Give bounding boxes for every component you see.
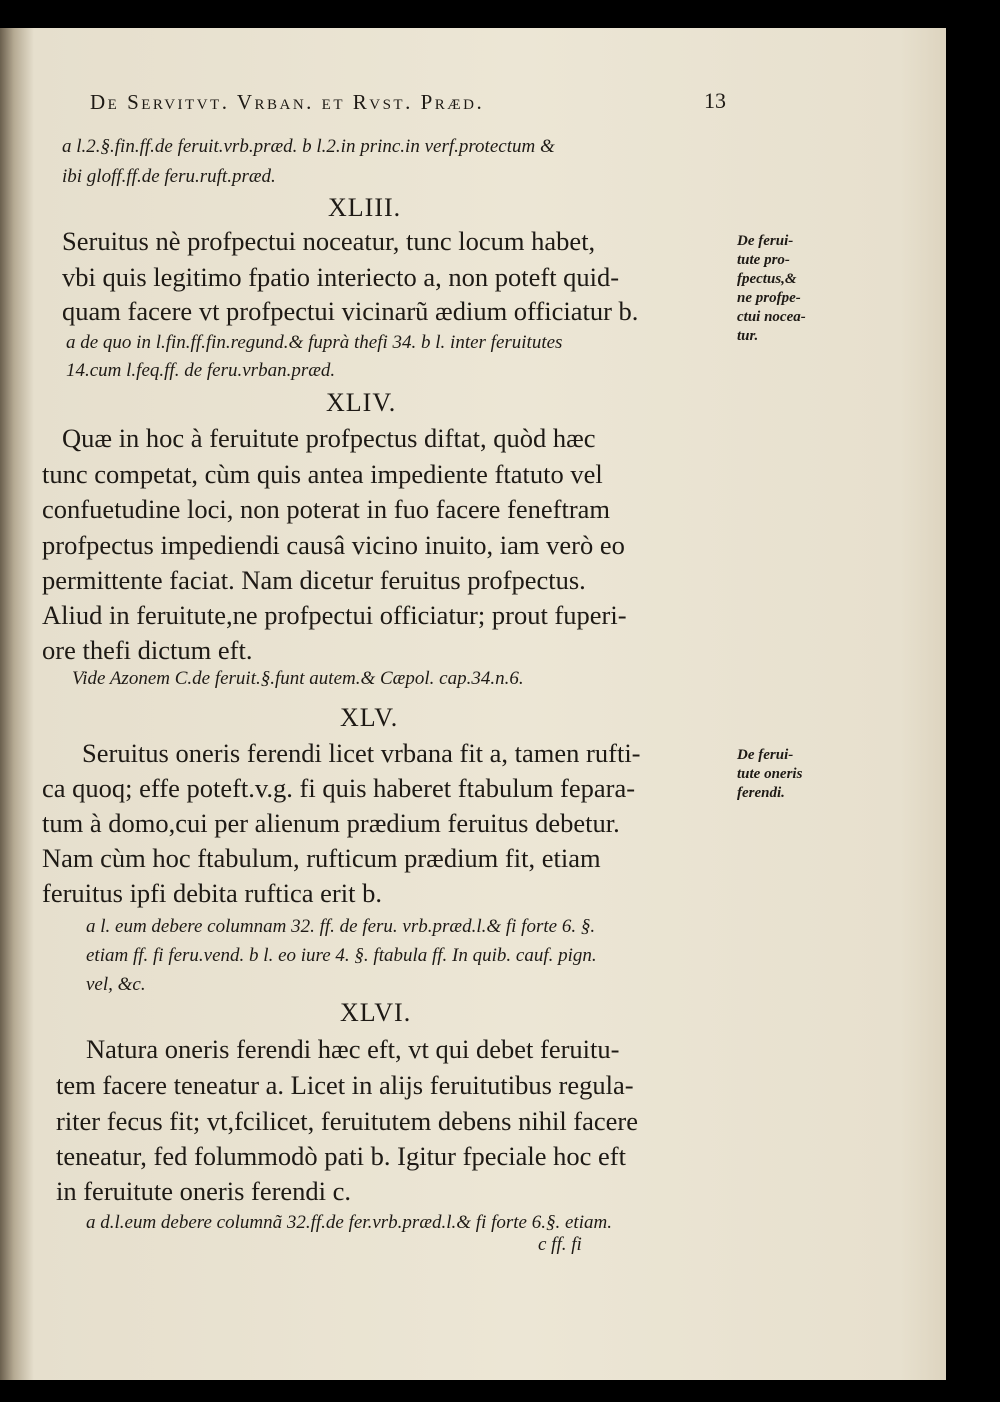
- margin-note-line: ferendi.: [737, 785, 785, 801]
- footnote-line: a l.2.§.fin.ff.de feruit.vrb.præd. b l.2.in princ.in verf.protectum &: [62, 136, 555, 157]
- text-line: feruitus ipfi debita ruftica erit b.: [42, 878, 382, 908]
- margin-note-oneris: [737, 746, 802, 803]
- section-number: XLVI.: [340, 998, 412, 1027]
- catchword-line: c ff. fi: [538, 1234, 582, 1255]
- text-line: teneatur, fed folummodò pati b. Igitur fpeciale hoc eft: [56, 1141, 626, 1171]
- text-line: profpectus impediendi causâ vicino inuito, iam verò eo: [42, 530, 625, 560]
- footnote-line: Vide Azonem C.de feruit.§.funt autem.& Cæpol. cap.34.n.6.: [72, 668, 524, 689]
- text-line: permittente faciat. Nam dicetur feruitus profpectus.: [42, 565, 586, 595]
- footnote-line: a l. eum debere columnam 32. ff. de feru. vrb.præd.l.& fi forte 6. §.: [86, 916, 596, 937]
- running-head: De Servitvt. Vrban. et Rvst. Præd.: [90, 90, 485, 114]
- margin-note-line: ne profpe-: [737, 290, 801, 306]
- margin-note-line: tute oneris: [737, 766, 803, 782]
- book-page: [0, 28, 946, 1380]
- text-line: tunc competat, cùm quis antea impediente ftatuto vel: [42, 459, 603, 489]
- section-number: XLV.: [340, 703, 399, 732]
- margin-note-line: tute pro-: [737, 252, 790, 268]
- text-line: Nam cùm hoc ftabulum, rufticum prædium fit, etiam: [42, 843, 601, 873]
- text-line: riter fecus fit; vt,fcilicet, feruitutem debens nihil facere: [56, 1106, 639, 1136]
- footnote-line: etiam ff. fi feru.vend. b l. eo iure 4. §. ftabula ff. In quib. cauf. pign.: [86, 945, 597, 966]
- text-line: ca quoq; effe poteft.v.g. fi quis haberet ftabulum fepara-: [42, 773, 636, 803]
- margin-note-line: De ferui-: [737, 747, 794, 763]
- footnote-line: a de quo in l.fin.ff.fin.regund.& fuprà thefi 34. b l. inter feruitutes: [66, 332, 563, 353]
- footnote-line: vel, &c.: [86, 974, 146, 995]
- text-line: tum à domo,cui per alienum prædium feruitus debetur.: [42, 808, 620, 838]
- page-number: 13: [704, 88, 726, 113]
- text-line: Seruitus nè profpectui noceatur, tunc locum habet,: [62, 226, 596, 256]
- text-line: Natura oneris ferendi hæc eft, vt qui debet feruitu-: [86, 1034, 620, 1064]
- text-line: in feruitute oneris ferendi c.: [56, 1176, 352, 1206]
- text-line: Seruitus oneris ferendi licet vrbana fit a, tamen rufti-: [82, 738, 641, 768]
- text-line: vbi quis legitimo fpatio interiecto a, non poteft quid-: [62, 262, 620, 292]
- section-number: XLIV.: [326, 388, 397, 417]
- text-line: quam facere vt profpectui vicinarũ ædium officiatur b.: [62, 296, 639, 326]
- footnote-line: ibi gloff.ff.de feru.ruft.præd.: [62, 166, 276, 187]
- margin-note-line: De ferui-: [737, 233, 794, 249]
- section-number: XLIII.: [328, 193, 402, 222]
- text-line: tem facere teneatur a. Licet in alijs feruitutibus regula-: [56, 1070, 634, 1100]
- text-line: Quæ in hoc à feruitute profpectus diftat, quòd hæc: [62, 423, 596, 453]
- margin-note-line: ctui nocea-: [737, 309, 806, 325]
- text-line: confuetudine loci, non poterat in fuo facere feneftram: [42, 494, 611, 524]
- margin-note-line: fpectus,&: [737, 271, 797, 287]
- footnote-line: a d.l.eum debere columnã 32.ff.de fer.vrb.præd.l.& fi forte 6.§. etiam.: [86, 1212, 612, 1233]
- footnote-line: 14.cum l.feq.ff. de feru.vrban.præd.: [66, 360, 336, 381]
- margin-note-prospectus: [737, 232, 806, 346]
- margin-note-line: tur.: [737, 328, 759, 344]
- text-line: ore thefi dictum eft.: [42, 635, 253, 665]
- text-line: Aliud in feruitute,ne profpectui officiatur; prout fuperi-: [42, 600, 627, 630]
